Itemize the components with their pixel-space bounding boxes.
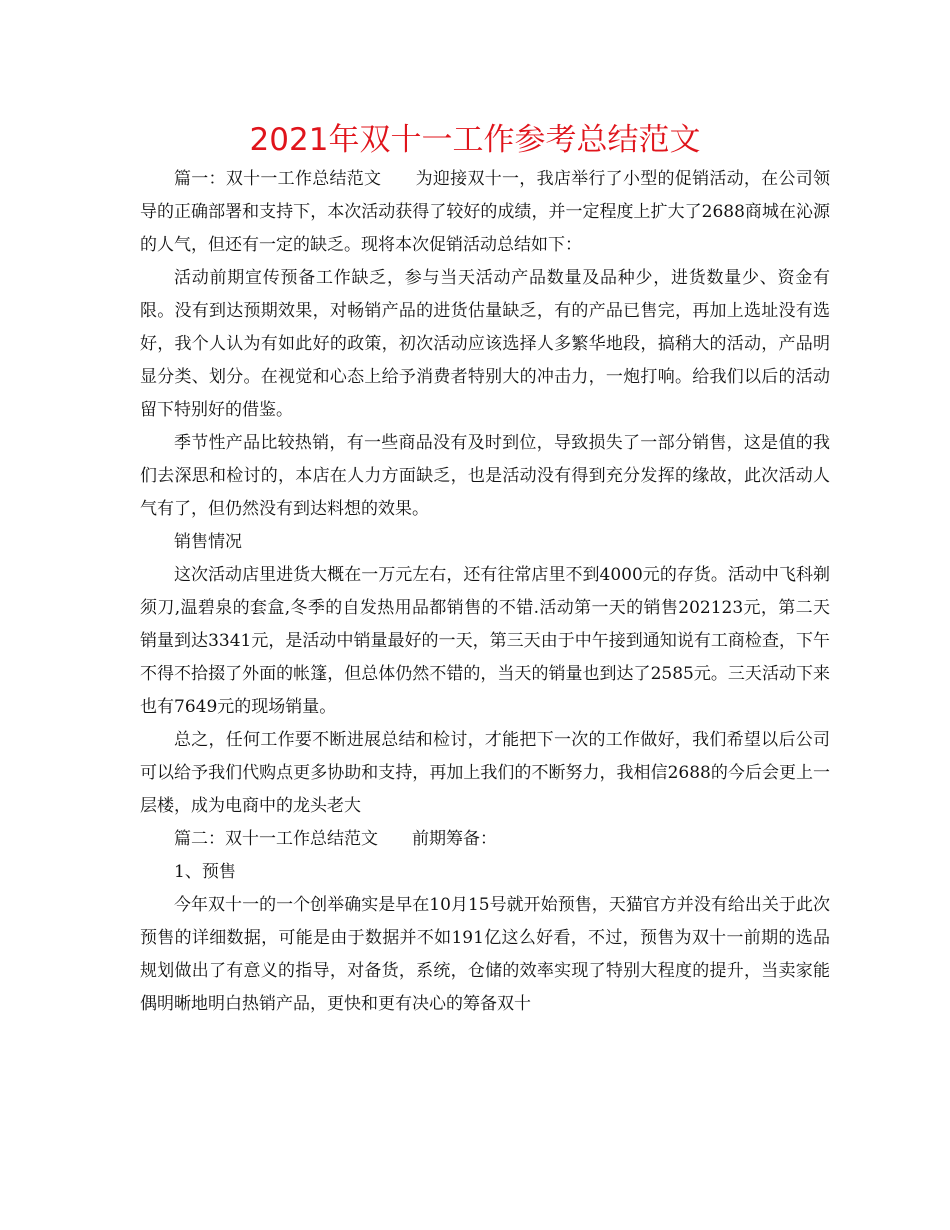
paragraph-text: 季节性产品比较热销，有一些商品没有及时到位，导致损失了一部分销售，这是值的我们去深思和检讨的，本店在人力方面缺乏，也是活动没有得到充分发挥的缘故，此次活动人气有了，但仍然没有到达料想的效果。: [140, 433, 830, 519]
paragraph: [140, 427, 830, 526]
document-body: [140, 163, 830, 1021]
paragraph: [140, 163, 830, 262]
subheading-text: 销售情况: [174, 532, 242, 552]
paragraph: [140, 856, 830, 889]
section-heading: 篇二：双十一工作总结范文: [174, 829, 378, 849]
list-item-heading: 1、预售: [174, 862, 236, 882]
paragraph-text: 前期筹备：: [412, 829, 497, 849]
paragraph: [140, 559, 830, 724]
paragraph-text: 活动前期宣传预备工作缺乏，参与当天活动产品数量及品种少，进货数量少、资金有限。没有到达预期效果，对畅销产品的进货估量缺乏，有的产品已售完，再加上选址没有选好，我个人认为有如此好的政策，初次活动应该选择人多繁华地段，搞稍大的活动，产品明显分类、划分。在视觉和心态上给予消费者特别大的冲击力，一炮打响。给我们以后的活动留下特别好的借鉴。: [140, 268, 830, 420]
section-heading: 篇一：双十一工作总结范文: [174, 169, 382, 189]
paragraph: [140, 724, 830, 823]
paragraph: [140, 526, 830, 559]
document-title: 2021年双十一工作参考总结范文: [249, 122, 701, 158]
paragraph: [140, 262, 830, 427]
paragraph-text: 为迎接双十一，我店举行了小型的促销活动，在公司领导的正确部署和支持下，本次活动获得了较好的成绩，并一定程度上扩大了2688商城在沁源的人气，但还有一定的缺乏。现将本次促销活动总结如下：: [140, 169, 831, 255]
paragraph-text: 总之，任何工作要不断进展总结和检讨，才能把下一次的工作做好，我们希望以后公司可以给予我们代购点更多协助和支持，再加上我们的不断努力，我相信2688的今后会更上一层楼，成为电商中的龙头老大: [140, 730, 830, 816]
paragraph: [140, 823, 830, 856]
paragraph-text: 这次活动店里进货大概在一万元左右，还有往常店里不到4000元的存货。活动中飞科剃须刀,温碧泉的套盒,冬季的自发热用品都销售的不错.活动第一天的销售202123元，第二天销量到达3341元，是活动中销量最好的一天，第三天由于中午接到通知说有工商检查，下午不得不拾掇了外面的帐篷，但总体仍然不错的，当天的销量也到达了2585元。三天活动下来也有7649元的现场销量。: [140, 565, 830, 717]
paragraph: [140, 889, 830, 1021]
paragraph-text: 今年双十一的一个创举确实是早在10月15号就开始预售，天猫官方并没有给出关于此次预售的详细数据，可能是由于数据并不如191亿这么好看，不过，预售为双十一前期的选品规划做出了有意义的指导，对备货，系统，仓储的效率实现了特别大程度的提升，当卖家能偶明晰地明白热销产品，更快和更有决心的筹备双十: [140, 895, 830, 1014]
